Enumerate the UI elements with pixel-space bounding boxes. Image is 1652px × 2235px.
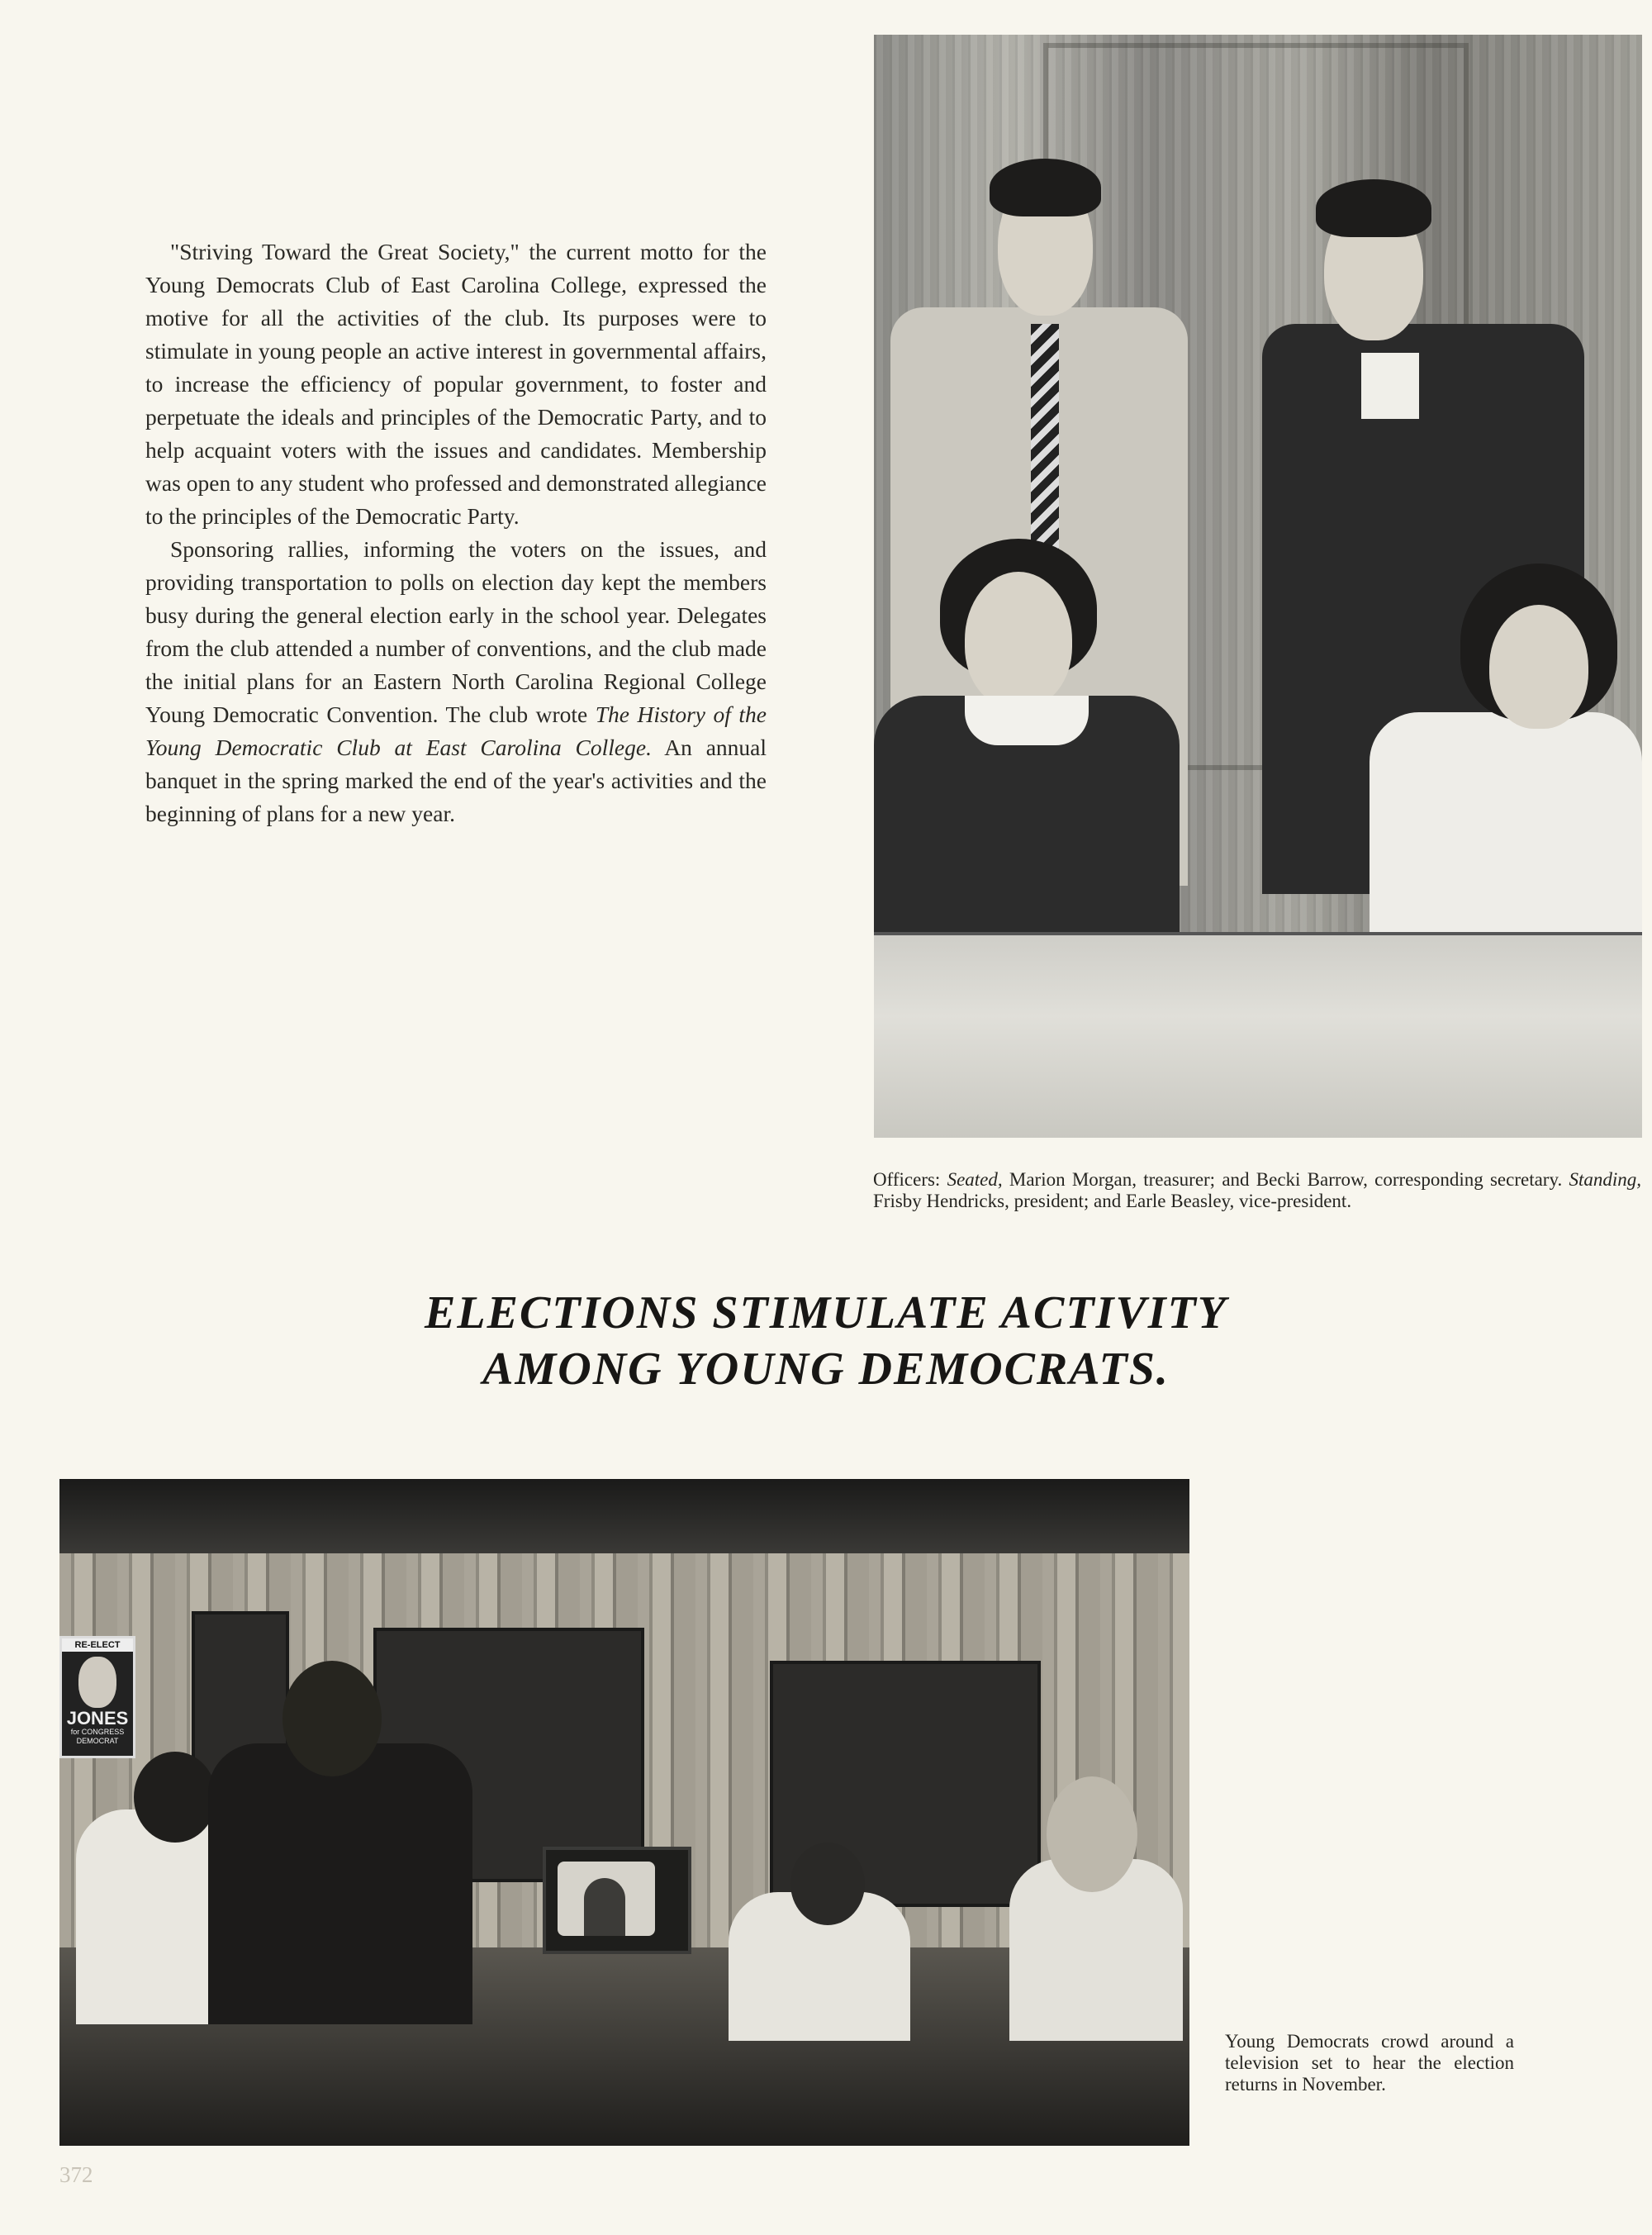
tv-screen <box>558 1862 655 1936</box>
article-paragraph-1: "Striving Toward the Great Society," the current motto for the Young Democrats Club of East Carolina College, expressed the motive for all the activities of the club. Its purposes were to stimulate in young people an active interest in governmental affairs, to increase the efficiency of popular government, to foster and perpetuate the ideals and principles of the Democratic Party, and to help acquaint voters with the issues and candidates. Membership was open to any student who professed and demonstrated allegiance to the principles of the Democratic Party. <box>145 239 767 529</box>
tv-viewing-photo <box>59 1479 1189 2146</box>
page-number: 372 <box>59 2162 93 2187</box>
viewer <box>208 1743 472 2024</box>
headline-line-2: AMONG YOUNG DEMOCRATS. <box>482 1343 1170 1395</box>
book-title: The History of the Young Democratic Club at East Carolina College. <box>145 701 767 760</box>
seated-woman-right <box>1370 712 1642 944</box>
officers-caption: Officers: Seated, Marion Morgan, treasurer; and Becki Barrow, corresponding secretary. Standing, Frisby Hendricks, president; and Earle Beasley, vice-president. <box>873 1169 1641 1211</box>
campaign-poster: RE-ELECT JONES for CONGRESS DEMOCRAT <box>59 1636 135 1758</box>
article-body <box>145 235 767 830</box>
tv-caption: Young Democrats crowd around a television set to hear the election returns in November. <box>1225 2031 1514 2095</box>
article-paragraph-2: Sponsoring rallies, informing the voters on the issues, and providing transportation to polls on election day kept the members busy during the general election early in the school year. Delegates from the club attended a number of conventions, and the club made the initial plans for an Eastern North Carolina Regional College Young Democratic Convention. The club wrote The History of the Young Democratic Club at East Carolina College. An annual banquet in the spring marked the end of the year's activities and the beginning of plans for a new year. <box>145 536 767 826</box>
television-set <box>543 1847 691 1954</box>
table <box>874 932 1642 1138</box>
officers-photo <box>874 35 1642 1138</box>
headline <box>248 1285 1404 1397</box>
headline-line-1: ELECTIONS STIMULATE ACTIVITY <box>425 1287 1227 1339</box>
candidate-portrait <box>78 1657 116 1708</box>
